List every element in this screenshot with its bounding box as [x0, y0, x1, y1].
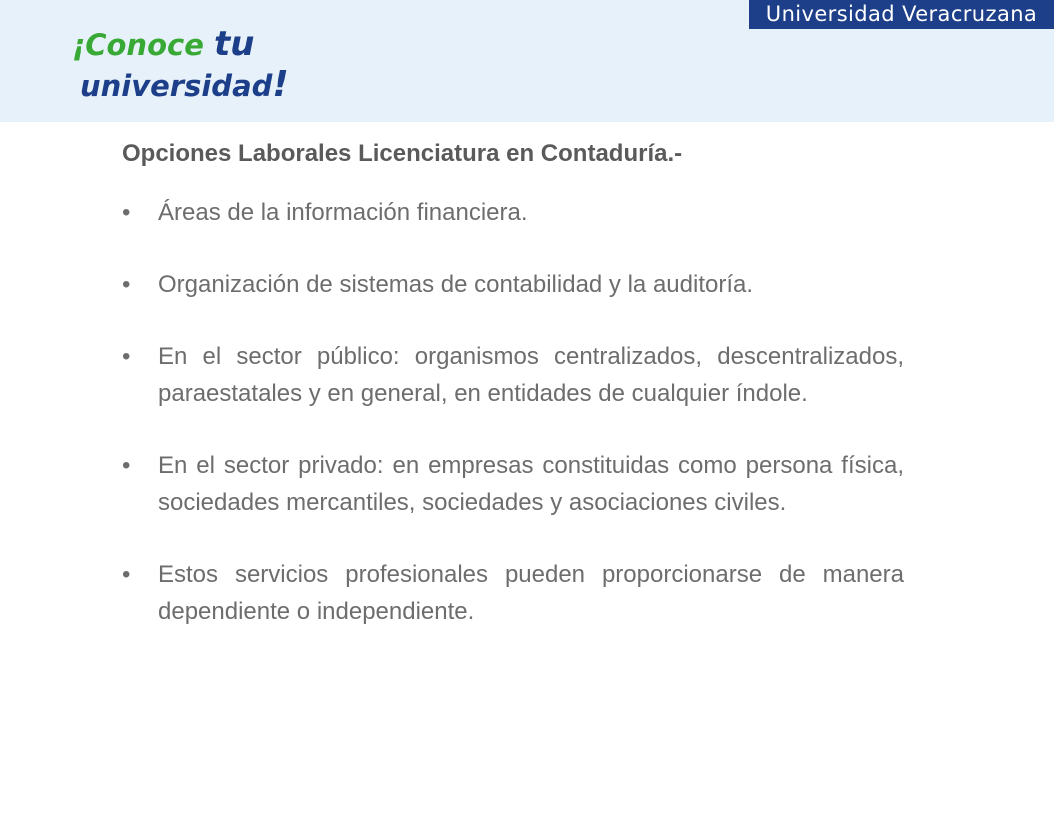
logo-exclamation: ! — [272, 64, 289, 105]
university-name: Universidad Veracruzana — [749, 0, 1054, 29]
bullet-icon: • — [122, 343, 131, 370]
list-item-text: Áreas de la información financiera. — [158, 199, 528, 226]
list-item-text: En el sector privado: en empresas constituidas como persona física, sociedades mercantiles, sociedades y asociaciones civiles. — [158, 452, 904, 516]
bullet-icon: • — [122, 452, 131, 479]
logo-text-tu: tu — [213, 24, 255, 64]
bullet-icon: • — [122, 199, 131, 226]
list-item — [122, 556, 904, 630]
list-item — [122, 266, 904, 303]
logo-text-universidad: universidad — [80, 69, 273, 103]
bullet-icon: • — [122, 561, 131, 588]
logo-line-1 — [72, 24, 254, 64]
slide-content — [122, 136, 904, 665]
list-item — [122, 194, 904, 231]
bullet-icon: • — [122, 271, 131, 298]
list-item-text: En el sector público: organismos centralizados, descentralizados, paraestatales y en general, en entidades de cualquier índole. — [158, 343, 904, 407]
list-item-text: Organización de sistemas de contabilidad y la auditoría. — [158, 271, 754, 298]
logo-line-2 — [80, 64, 289, 105]
logo-text-conoce: ¡Conoce — [72, 28, 214, 62]
list-item — [122, 447, 904, 521]
list-item-text: Estos servicios profesionales pueden proporcionarse de manera dependiente o independiente. — [158, 561, 904, 625]
job-options-list — [122, 194, 904, 630]
page-title: Opciones Laborales Licenciatura en Contaduría.- — [122, 140, 683, 167]
list-item — [122, 338, 904, 412]
conoce-tu-universidad-logo — [72, 24, 332, 104]
